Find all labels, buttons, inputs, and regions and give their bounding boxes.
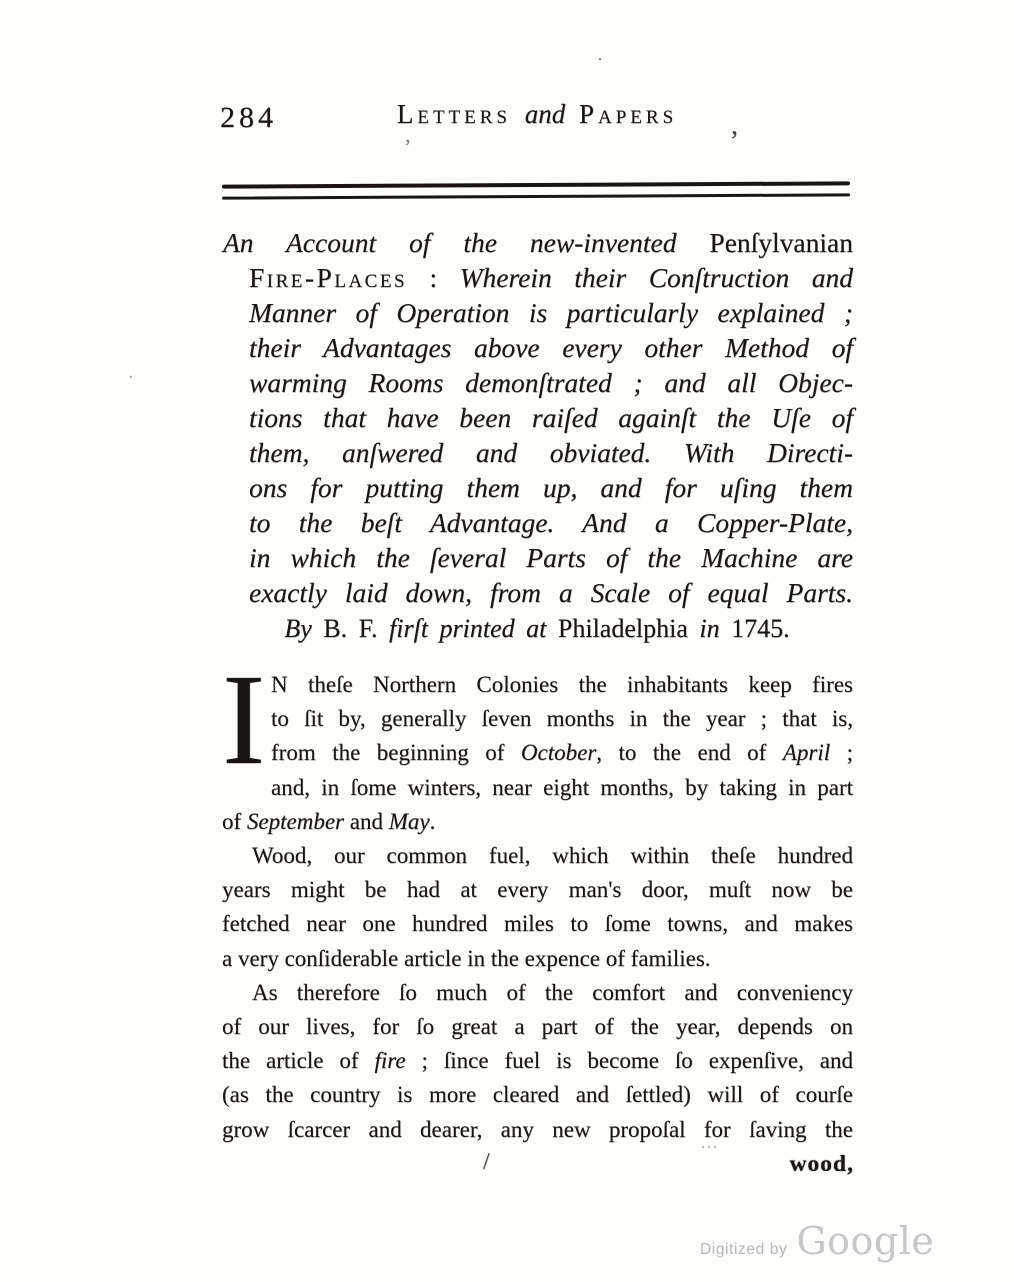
- running-header: [222, 99, 852, 130]
- text-segment: An Account of the new-invented: [223, 227, 710, 258]
- text-segment: in: [699, 614, 732, 643]
- text-segment: Wood, our common fuel, which within theſe hundred: [252, 843, 853, 869]
- google-logo: Google: [796, 1219, 935, 1263]
- text-line: [222, 873, 853, 907]
- text-line: [223, 470, 853, 505]
- text-line: [222, 702, 853, 736]
- text-line: [222, 668, 853, 702]
- text-segment: Philadelphia: [557, 614, 700, 643]
- text-segment: (as the country is more cleared and ſettled) will of courſe: [222, 1082, 853, 1108]
- text-segment: in which the ſeveral Parts of the Machine are: [249, 542, 853, 573]
- drop-cap-initial: I: [222, 648, 262, 792]
- digitized-by-label: Digitized by: [700, 1241, 788, 1258]
- text-line: [222, 1010, 853, 1044]
- text-segment: May: [388, 808, 430, 834]
- text-line: [222, 1078, 853, 1112]
- text-line: [223, 225, 853, 260]
- text-line: [223, 435, 853, 470]
- text-segment: April: [782, 740, 831, 766]
- text-segment: and, in ſome winters, near eight months, by taking in part: [271, 774, 853, 800]
- text-segment: Penſylvanian: [709, 227, 853, 258]
- text-line: [223, 365, 853, 400]
- paragraph: [222, 839, 853, 976]
- text-line: [222, 907, 853, 941]
- text-line: [222, 771, 853, 805]
- text-line: [222, 976, 853, 1010]
- scan-artifact: ⋯: [700, 1137, 718, 1157]
- text-segment: Wherein their Conſtruction and: [459, 262, 853, 293]
- text-segment: Manner of Operation is particularly explained ;: [249, 297, 853, 328]
- text-segment: of: [222, 808, 247, 834]
- byline: [222, 614, 852, 644]
- text-segment: of our lives, for ſo great a part of the year, depends on: [222, 1014, 853, 1040]
- text-segment: exactly laid down, from a Scale of equal Parts.: [249, 577, 853, 608]
- text-segment: N theſe Northern Colonies the inhabitants keep fires: [271, 672, 853, 697]
- text-segment: grow ſcarcer and dearer, any new propoſal for ſaving the: [222, 1116, 853, 1142]
- text-segment: By: [284, 614, 324, 643]
- text-segment: Papers: [579, 99, 678, 129]
- text-segment: ons for putting them up, and for uſing them: [249, 472, 853, 503]
- text-line: [222, 805, 853, 839]
- text-segment: a very conſiderable article in the expence of families.: [222, 945, 711, 971]
- text-segment: the article of: [222, 1048, 375, 1074]
- text-segment: As therefore ſo much of the comfort and conveniency: [252, 979, 853, 1005]
- text-line: [223, 260, 853, 295]
- text-segment: and: [511, 99, 579, 129]
- text-segment: them, anſwered and obviated. With Directi-: [249, 437, 853, 468]
- paragraph: [222, 976, 853, 1147]
- text-segment: to ſit by, generally ſeven months in the year ; that is,: [271, 706, 853, 732]
- text-segment: Letters: [396, 99, 511, 129]
- text-line: [222, 942, 853, 976]
- text-segment: B. F.: [323, 614, 390, 643]
- text-segment: and: [344, 808, 389, 834]
- text-segment: tions that have been raiſed againſt the Uſe of: [249, 402, 853, 433]
- scan-artifact: ·: [128, 369, 134, 386]
- text-segment: years might be had at every man's door, muſt now be: [222, 877, 853, 903]
- text-line: [223, 540, 853, 575]
- text-segment: , to the end of: [596, 740, 783, 766]
- text-line: [223, 330, 853, 365]
- text-segment: fire: [374, 1048, 406, 1074]
- text-line: [223, 400, 853, 435]
- rule-top-line: [222, 181, 850, 188]
- text-segment: October: [520, 740, 597, 766]
- text-segment: :: [407, 262, 460, 293]
- rule-bottom-line: [222, 193, 850, 199]
- text-segment: firſt printed at: [389, 614, 558, 643]
- text-line: [223, 295, 853, 330]
- text-segment: fetched near one hundred miles to ſome towns, and makes: [222, 911, 853, 937]
- scan-artifact: ·: [597, 49, 603, 69]
- body-text: [222, 648, 853, 1147]
- chapter-title: [223, 225, 853, 610]
- text-segment: to the beſt Advantage. And a Copper-Plate,: [249, 507, 853, 538]
- paragraph: [222, 648, 853, 839]
- text-segment: warming Rooms demonſtrated ; and all Objec-: [249, 367, 853, 398]
- text-segment: their Advantages above every other Method of: [249, 332, 853, 363]
- scan-artifact: ,: [731, 110, 738, 141]
- text-segment: ; ſince fuel is become ſo expenſive, and: [405, 1048, 853, 1074]
- text-segment: ;: [830, 740, 853, 766]
- text-line: [222, 1113, 853, 1147]
- text-segment: from the beginning of: [271, 740, 521, 766]
- text-line: [222, 736, 853, 770]
- catchword: wood,: [789, 1151, 854, 1177]
- text-segment: 1745.: [731, 614, 790, 643]
- scan-artifact: ,: [405, 122, 411, 147]
- google-watermark: [700, 1219, 934, 1263]
- double-rule-divider: [222, 181, 850, 199]
- text-line: [222, 839, 853, 873]
- scan-artifact: /: [483, 1149, 490, 1175]
- text-line: [223, 505, 853, 540]
- text-line: [223, 575, 853, 610]
- text-segment: September: [246, 808, 344, 834]
- page-number: 284: [220, 101, 277, 134]
- text-segment: Fire-Places: [249, 262, 408, 293]
- text-line: [222, 1044, 853, 1078]
- text-segment: .: [429, 808, 436, 834]
